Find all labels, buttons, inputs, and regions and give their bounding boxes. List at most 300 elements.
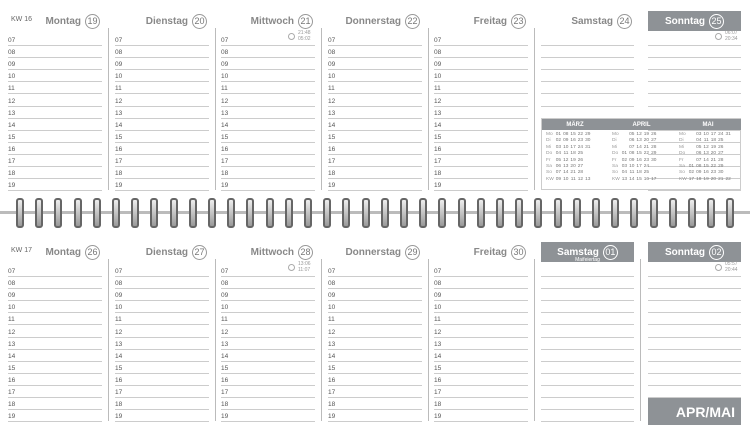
mini-date: 09 — [696, 170, 702, 176]
hour-row[interactable] — [541, 362, 634, 374]
hour-row[interactable] — [221, 386, 315, 398]
spiral-binding — [0, 196, 750, 230]
top-day-header-5[interactable] — [541, 11, 634, 31]
hour-label: 17 — [328, 158, 336, 166]
hour-row[interactable] — [648, 301, 741, 313]
hour-row[interactable] — [541, 325, 634, 337]
hour-row[interactable] — [328, 350, 422, 362]
hour-label: 16 — [8, 145, 16, 153]
hour-label: 10 — [8, 73, 16, 81]
hour-label: 12 — [8, 328, 16, 336]
hour-row[interactable] — [8, 350, 102, 362]
top-day-header-2[interactable] — [221, 11, 315, 31]
hour-row[interactable] — [115, 70, 209, 82]
binding-ring — [611, 198, 619, 228]
hour-row[interactable] — [8, 386, 102, 398]
bottom-day-header-1[interactable] — [115, 242, 209, 262]
hour-row[interactable] — [115, 301, 209, 313]
hour-row[interactable] — [221, 155, 315, 167]
line-row[interactable] — [541, 70, 634, 82]
mini-date: 06 — [629, 138, 635, 144]
mini-date: 24 — [577, 144, 584, 150]
hour-row[interactable] — [434, 94, 528, 106]
hour-label: 10 — [434, 73, 442, 81]
hour-row[interactable] — [328, 58, 422, 70]
bottom-day-header-3[interactable] — [328, 242, 422, 262]
top-rows-5 — [541, 34, 634, 107]
hour-row[interactable] — [115, 34, 209, 46]
hour-label: 18 — [328, 401, 336, 409]
mini-date: 10 — [703, 132, 709, 137]
hour-label: 15 — [434, 364, 442, 372]
hour-row[interactable] — [648, 70, 741, 82]
hour-row[interactable] — [8, 34, 102, 46]
hour-row[interactable] — [221, 58, 315, 70]
bottom-day-header-5[interactable] — [541, 242, 634, 262]
hour-label: 07 — [434, 37, 442, 45]
hour-row[interactable] — [8, 119, 102, 131]
hour-row[interactable] — [541, 313, 634, 325]
hour-row[interactable] — [434, 131, 528, 143]
hour-label: 07 — [221, 37, 229, 45]
mini-date: 13 — [585, 176, 591, 182]
hour-row[interactable] — [434, 289, 528, 301]
hour-row[interactable] — [115, 386, 209, 398]
hour-row[interactable] — [221, 179, 315, 191]
moon-times — [298, 30, 311, 42]
hour-row[interactable] — [328, 313, 422, 325]
hour-row[interactable] — [434, 301, 528, 313]
hour-row[interactable] — [8, 58, 102, 70]
sun-icon — [715, 33, 722, 40]
hour-row[interactable] — [8, 398, 102, 410]
hour-label: 10 — [8, 304, 16, 312]
hour-row[interactable] — [541, 350, 634, 362]
column-divider — [534, 28, 535, 190]
hour-row[interactable] — [434, 265, 528, 277]
top-day-number-0: 19 — [85, 14, 100, 29]
column-divider — [108, 28, 109, 190]
hour-row[interactable] — [221, 119, 315, 131]
hour-row[interactable] — [648, 362, 741, 374]
binding-ring — [381, 198, 389, 228]
hour-label: 16 — [221, 145, 229, 153]
hour-label: 19 — [221, 413, 229, 421]
hour-row[interactable] — [115, 131, 209, 143]
mini-date: 03 — [555, 144, 562, 150]
hour-row[interactable] — [328, 325, 422, 337]
hour-row[interactable] — [8, 362, 102, 374]
binding-ring — [669, 198, 677, 228]
top-moon-info — [288, 30, 311, 42]
hour-row[interactable] — [8, 277, 102, 289]
hour-row[interactable] — [115, 82, 209, 94]
hour-row[interactable] — [115, 46, 209, 58]
hour-row[interactable] — [221, 410, 315, 422]
hour-row[interactable] — [541, 374, 634, 386]
hour-row[interactable] — [434, 119, 528, 131]
hour-label: 17 — [221, 389, 229, 397]
mini-date: 12 — [636, 132, 642, 137]
hour-row[interactable] — [8, 131, 102, 143]
top-day-header-4[interactable] — [434, 11, 528, 31]
hour-row[interactable] — [434, 143, 528, 155]
hour-row[interactable] — [434, 58, 528, 70]
line-row[interactable] — [541, 82, 634, 94]
hour-row[interactable] — [8, 107, 102, 119]
hour-row[interactable] — [648, 46, 741, 58]
hour-row[interactable] — [8, 179, 102, 191]
hour-label: 14 — [328, 121, 336, 129]
hour-row[interactable] — [8, 301, 102, 313]
mini-date: 01 — [555, 132, 562, 137]
mini-month-table-2 — [678, 132, 732, 183]
mini-date: 21 — [718, 176, 724, 182]
mini-date: 30 — [651, 157, 657, 163]
bottom-day-header-0[interactable] — [38, 242, 102, 262]
top-day-header-6[interactable] — [648, 11, 741, 31]
hour-row[interactable] — [434, 398, 528, 410]
column-divider — [215, 28, 216, 190]
hour-row[interactable] — [648, 82, 741, 94]
hour-row[interactable] — [541, 386, 634, 398]
hour-label: 13 — [8, 109, 16, 117]
mini-date: 31 — [585, 144, 591, 150]
hour-row[interactable] — [328, 46, 422, 58]
bottom-kw-label: KW 17 — [11, 247, 33, 254]
hour-row[interactable] — [648, 313, 741, 325]
hour-row[interactable] — [8, 94, 102, 106]
hour-row[interactable] — [115, 410, 209, 422]
hour-row[interactable] — [541, 398, 634, 410]
hour-label: 10 — [115, 73, 123, 81]
hour-row[interactable] — [328, 410, 422, 422]
hour-label: 18 — [115, 401, 123, 409]
hour-row[interactable] — [115, 58, 209, 70]
hour-row[interactable] — [221, 398, 315, 410]
binding-ring — [477, 198, 485, 228]
hour-row[interactable] — [648, 386, 741, 398]
bottom-rows-0 — [8, 265, 102, 422]
hour-row[interactable] — [115, 179, 209, 191]
hour-row[interactable] — [434, 70, 528, 82]
hour-row[interactable] — [115, 374, 209, 386]
hour-row[interactable] — [648, 289, 741, 301]
hour-label: 09 — [434, 292, 442, 300]
hour-row[interactable] — [221, 350, 315, 362]
hour-row[interactable] — [328, 265, 422, 277]
hour-row[interactable] — [328, 82, 422, 94]
mini-date: 28 — [651, 144, 657, 150]
hour-row[interactable] — [648, 350, 741, 362]
hour-row[interactable] — [8, 265, 102, 277]
hour-row[interactable] — [328, 386, 422, 398]
hour-row[interactable] — [328, 277, 422, 289]
top-day-header-1[interactable] — [115, 11, 209, 31]
hour-row[interactable] — [434, 167, 528, 179]
hour-row[interactable] — [221, 301, 315, 313]
hour-row[interactable] — [648, 325, 741, 337]
hour-row[interactable] — [434, 362, 528, 374]
binding-ring — [304, 198, 312, 228]
hour-row[interactable] — [115, 143, 209, 155]
top-day-number-2: 21 — [298, 14, 313, 29]
binding-ring — [150, 198, 158, 228]
mini-weekday: KW — [679, 176, 687, 182]
hour-row[interactable] — [115, 265, 209, 277]
hour-label: 18 — [8, 170, 16, 178]
hour-row[interactable] — [328, 167, 422, 179]
mini-date: 30 — [718, 170, 724, 176]
hour-label: 19 — [8, 413, 16, 421]
mini-date: 16 — [643, 176, 650, 182]
hour-row[interactable] — [434, 374, 528, 386]
hour-row[interactable] — [221, 325, 315, 337]
hour-row[interactable] — [434, 410, 528, 422]
sun-rise: 05:57 — [725, 261, 738, 267]
hour-row[interactable] — [434, 313, 528, 325]
hour-row[interactable] — [648, 374, 741, 386]
mini-date: 20 — [643, 138, 650, 144]
hour-row[interactable] — [221, 70, 315, 82]
hour-row[interactable] — [328, 107, 422, 119]
hour-row[interactable] — [221, 131, 315, 143]
hour-row[interactable] — [115, 325, 209, 337]
hour-row[interactable] — [221, 143, 315, 155]
hour-label: 09 — [8, 61, 16, 69]
hour-row[interactable] — [115, 155, 209, 167]
hour-label: 15 — [8, 133, 16, 141]
hour-label: 19 — [115, 182, 123, 190]
hour-label: 08 — [115, 280, 123, 288]
hour-row[interactable] — [328, 362, 422, 374]
hour-row[interactable] — [328, 119, 422, 131]
mini-weekday: Mo — [679, 132, 686, 137]
hour-row[interactable] — [115, 277, 209, 289]
mini-date: 25 — [718, 138, 724, 144]
mini-date: 10 — [563, 144, 569, 150]
hour-label: 15 — [221, 364, 229, 372]
bottom-day-header-6[interactable] — [648, 242, 741, 262]
hour-row[interactable] — [8, 143, 102, 155]
hour-row[interactable] — [434, 34, 528, 46]
top-day-name-4: Freitag — [473, 15, 507, 27]
hour-row[interactable] — [328, 338, 422, 350]
hour-row[interactable] — [328, 94, 422, 106]
column-divider — [215, 259, 216, 421]
binding-ring — [630, 198, 638, 228]
mini-date: 01 — [621, 151, 628, 157]
mini-date: 20 — [710, 151, 717, 157]
hour-row[interactable] — [221, 313, 315, 325]
hour-row[interactable] — [648, 338, 741, 350]
mini-date: 16 — [636, 157, 642, 163]
hour-row[interactable] — [115, 338, 209, 350]
hour-row[interactable] — [221, 362, 315, 374]
hour-label: 07 — [221, 268, 229, 276]
hour-row[interactable] — [221, 374, 315, 386]
bottom-day-header-4[interactable] — [434, 242, 528, 262]
mini-weekday: Do — [546, 151, 553, 157]
binding-ring — [707, 198, 715, 228]
mini-date: 24 — [643, 164, 650, 170]
hour-row[interactable] — [434, 46, 528, 58]
hour-row[interactable] — [8, 338, 102, 350]
mini-date: 12 — [563, 157, 569, 163]
hour-row[interactable] — [115, 119, 209, 131]
hour-row[interactable] — [328, 70, 422, 82]
hour-row[interactable] — [221, 46, 315, 58]
hour-row[interactable] — [434, 386, 528, 398]
mini-weekday: Sa — [679, 164, 685, 170]
sun-set: 20:34 — [725, 36, 738, 42]
hour-row[interactable] — [648, 58, 741, 70]
hour-row[interactable] — [328, 374, 422, 386]
hour-row[interactable] — [328, 289, 422, 301]
hour-row[interactable] — [221, 82, 315, 94]
mini-date: 08 — [563, 132, 569, 137]
hour-label: 19 — [328, 182, 336, 190]
hour-label: 08 — [221, 280, 229, 288]
hour-row[interactable] — [434, 82, 528, 94]
mini-date: 08 — [629, 151, 635, 157]
mini-date: 04 — [696, 138, 702, 144]
hour-row[interactable] — [221, 338, 315, 350]
hour-label: 11 — [8, 316, 15, 324]
hour-row[interactable] — [115, 350, 209, 362]
hour-label: 16 — [328, 145, 336, 153]
hour-row[interactable] — [328, 34, 422, 46]
hour-row[interactable] — [648, 94, 741, 106]
hour-label: 13 — [328, 109, 336, 117]
hour-row[interactable] — [8, 46, 102, 58]
hour-row[interactable] — [8, 155, 102, 167]
hour-label: 17 — [434, 389, 442, 397]
hour-row[interactable] — [115, 362, 209, 374]
hour-row[interactable] — [115, 94, 209, 106]
mini-weekday: KW — [546, 176, 554, 182]
hour-row[interactable] — [328, 131, 422, 143]
hour-row[interactable] — [434, 338, 528, 350]
line-row[interactable] — [541, 94, 634, 106]
binding-ring — [592, 198, 600, 228]
hour-row[interactable] — [221, 94, 315, 106]
hour-row[interactable] — [8, 167, 102, 179]
line-row[interactable] — [541, 46, 634, 58]
hour-row[interactable] — [8, 82, 102, 94]
hour-label: 08 — [328, 280, 336, 288]
mini-date: 22 — [725, 176, 731, 182]
hour-row[interactable] — [541, 410, 634, 422]
hour-label: 14 — [221, 121, 229, 129]
top-day-number-5: 24 — [617, 14, 632, 29]
binding-ring — [419, 198, 427, 228]
hour-row[interactable] — [221, 277, 315, 289]
mini-date: 15 — [636, 151, 642, 157]
hour-row[interactable] — [221, 167, 315, 179]
hour-row[interactable] — [434, 155, 528, 167]
mini-date: 09 — [555, 176, 562, 182]
hour-row[interactable] — [8, 289, 102, 301]
hour-row[interactable] — [541, 301, 634, 313]
hour-label: 17 — [328, 389, 336, 397]
bottom-rows-5 — [541, 265, 634, 422]
hour-row[interactable] — [115, 289, 209, 301]
bottom-day-number-4: 30 — [511, 245, 526, 260]
hour-row[interactable] — [8, 70, 102, 82]
hour-row[interactable] — [221, 107, 315, 119]
hour-row[interactable] — [328, 179, 422, 191]
hour-row[interactable] — [115, 167, 209, 179]
hour-label: 14 — [115, 352, 123, 360]
top-day-header-0[interactable] — [38, 11, 102, 31]
hour-row[interactable] — [648, 107, 741, 119]
hour-row[interactable] — [221, 289, 315, 301]
hour-row[interactable] — [541, 277, 634, 289]
hour-label: 12 — [434, 97, 442, 105]
hour-row[interactable] — [648, 277, 741, 289]
mini-date: 07 — [629, 144, 635, 150]
hour-row[interactable] — [541, 265, 634, 277]
hour-label: 12 — [328, 328, 336, 336]
top-day-header-3[interactable] — [328, 11, 422, 31]
hour-label: 12 — [434, 328, 442, 336]
hour-label: 16 — [434, 376, 442, 384]
bottom-day-header-2[interactable] — [221, 242, 315, 262]
line-row[interactable] — [541, 34, 634, 46]
hour-row[interactable] — [434, 350, 528, 362]
hour-label: 12 — [221, 328, 229, 336]
hour-row[interactable] — [328, 301, 422, 313]
hour-row[interactable] — [8, 325, 102, 337]
line-row[interactable] — [541, 58, 634, 70]
hour-label: 19 — [8, 182, 16, 190]
hour-row[interactable] — [115, 313, 209, 325]
mini-date: 11 — [629, 170, 635, 176]
hour-row[interactable] — [328, 155, 422, 167]
hour-label: 16 — [115, 376, 123, 384]
hour-row[interactable] — [115, 398, 209, 410]
hour-row[interactable] — [8, 374, 102, 386]
hour-row[interactable] — [115, 107, 209, 119]
mini-date: 13 — [621, 176, 628, 182]
mini-date: 25 — [577, 151, 584, 157]
mini-date: 26 — [651, 132, 657, 137]
mini-date: 27 — [577, 164, 584, 170]
hour-row[interactable] — [328, 398, 422, 410]
hour-label: 16 — [8, 376, 16, 384]
hour-row[interactable] — [328, 143, 422, 155]
hour-label: 07 — [115, 268, 123, 276]
hour-label: 14 — [115, 121, 123, 129]
mini-weekday: So — [612, 170, 618, 176]
hour-row[interactable] — [434, 325, 528, 337]
mini-date: 01 — [688, 164, 695, 170]
binding-ring — [573, 198, 581, 228]
hour-label: 13 — [328, 340, 336, 348]
hour-row[interactable] — [434, 179, 528, 191]
hour-row[interactable] — [8, 313, 102, 325]
mini-date: 03 — [696, 132, 702, 137]
hour-row[interactable] — [434, 277, 528, 289]
hour-label: 15 — [115, 364, 123, 372]
hour-row[interactable] — [541, 338, 634, 350]
hour-row[interactable] — [541, 289, 634, 301]
hour-row[interactable] — [8, 410, 102, 422]
bottom-sun-info — [715, 261, 738, 273]
hour-row[interactable] — [434, 107, 528, 119]
hour-label: 07 — [115, 37, 123, 45]
